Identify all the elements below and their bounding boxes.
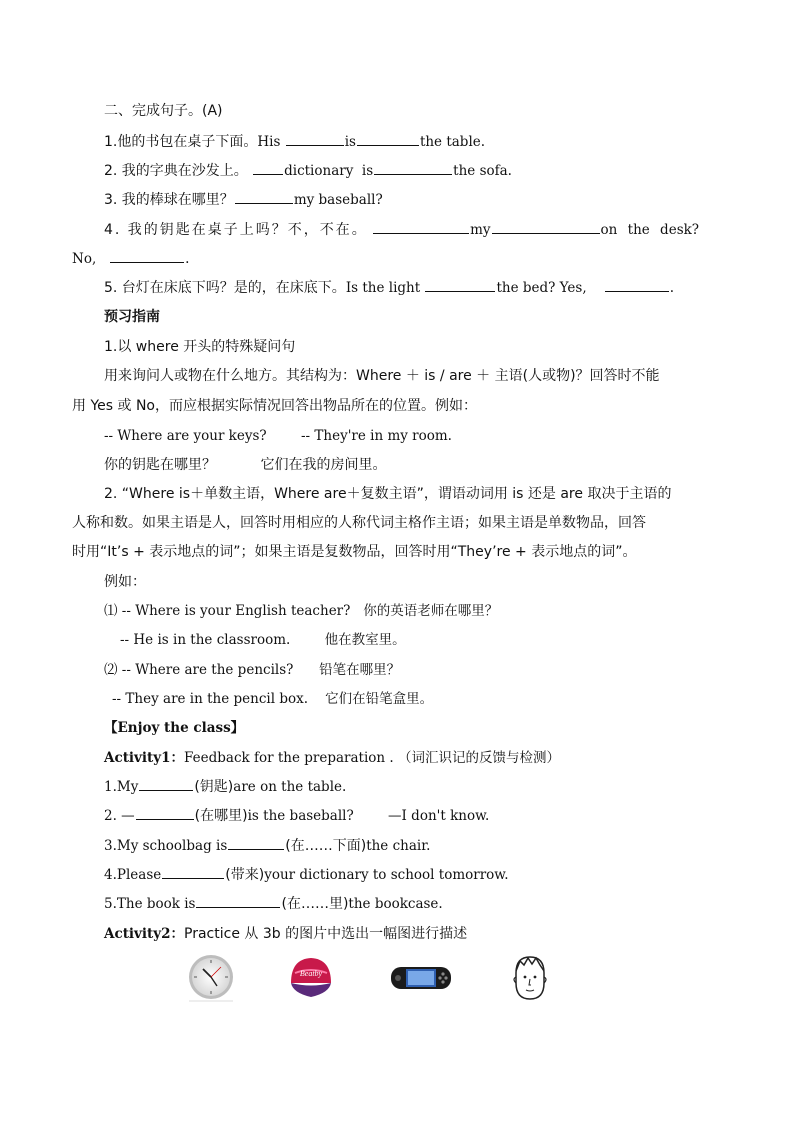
item-4-pre: 4.Please	[104, 867, 162, 883]
example-1-english: -- Where are your keys? -- They're in my room.	[104, 428, 452, 444]
item-4-hint: (带来)	[225, 867, 265, 883]
guide-point-1-line-1: 用来询问人或物在什么地方。其结构为：Where ＋ is / are ＋ 主语(人或物)？回答时不能	[104, 368, 660, 384]
guide-point-2-line-3: 时用“It’s + 表示地点的词”；如果主语是复数物品，回答时用“They’re + 表示地点的词”。	[72, 544, 637, 560]
q4-blank-3[interactable]	[110, 249, 184, 263]
vocab-item-2	[104, 806, 794, 826]
guide-point-2-line-2: 人称和数。如果主语是人，回答时用相应的人称代词主格作主语；如果主语是单数物品，回答	[72, 515, 646, 531]
example-3-question: ⑵ -- Where are the pencils? 铅笔在哪里？	[104, 662, 401, 678]
item-1-hint: (钥匙)	[194, 779, 234, 795]
guide-point-1-line-2: 用 Yes 或 No，而应根据实际情况回答出物品所在的位置。例如：	[72, 398, 477, 414]
q4-blank-2[interactable]	[492, 220, 600, 234]
item-1-post: are on the table.	[233, 779, 347, 795]
enjoy-class-heading: 【Enjoy the class】	[104, 720, 245, 736]
q1-blank-2[interactable]	[357, 132, 419, 146]
guide-heading: 预习指南	[104, 309, 160, 325]
q2-text-a: dictionary	[284, 163, 354, 179]
item-3-post: the chair.	[366, 838, 431, 854]
q2-chinese: 2. 我的字典在沙发上。	[104, 163, 248, 179]
vocab-item-5	[104, 894, 794, 914]
item-1-blank[interactable]	[139, 777, 193, 791]
q4-chinese: 4. 我的钥匙在桌子上吗？不，不在。	[104, 222, 368, 238]
q3-text-a: my baseball?	[293, 192, 383, 208]
vocab-item-4	[104, 865, 794, 885]
item-5-blank[interactable]	[196, 894, 280, 908]
q2-blank-2[interactable]	[374, 161, 452, 175]
example-label: 例如：	[104, 574, 146, 590]
q4-text-b: on the desk?	[600, 222, 700, 238]
question-4	[104, 220, 794, 240]
activity-1	[104, 748, 794, 768]
question-2	[104, 161, 794, 181]
item-2-hint: (在哪里)	[194, 808, 248, 824]
q5-text-a: Is the light	[345, 280, 421, 296]
q5-text-c: .	[669, 280, 675, 296]
item-2-post: is the baseball? —I don't know.	[247, 808, 490, 824]
example-2-question: ⑴ -- Where is your English teacher? 你的英语老师在哪里？	[104, 603, 499, 619]
game-console-image	[389, 953, 453, 1003]
section-heading: 二、完成句子。(A)	[104, 103, 223, 119]
item-2-pre: 2. —	[104, 808, 135, 824]
q1-chinese: 1.他的书包在桌子下面。	[104, 134, 258, 150]
vocab-item-1	[104, 777, 794, 797]
question-3	[104, 190, 794, 210]
boy-face-image	[502, 953, 558, 1003]
example-3-answer: -- They are in the pencil box. 它们在铅笔盒里。	[112, 691, 434, 707]
clock-image	[183, 953, 239, 1003]
q2-text-b: is	[361, 163, 374, 179]
q1-text-a: His	[257, 134, 281, 150]
q4-blank-1[interactable]	[373, 220, 469, 234]
item-3-pre: 3.My schoolbag is	[104, 838, 228, 854]
q1-blank-1[interactable]	[286, 132, 344, 146]
activity-1-label: Activity1：	[104, 750, 185, 766]
example-1-chinese: 你的钥匙在哪里？ 它们在我的房间里。	[104, 457, 387, 473]
q5-blank-2[interactable]	[605, 278, 669, 292]
item-3-blank[interactable]	[228, 836, 284, 850]
q5-text-b: the bed? Yes,	[496, 280, 587, 296]
q4-text-d: .	[185, 251, 190, 267]
q1-text-b: is	[344, 134, 356, 150]
item-5-pre: 5.The book is	[104, 896, 196, 912]
question-5	[104, 278, 794, 298]
vocab-item-3	[104, 836, 794, 856]
guide-point-1-title: 1.以 where 开头的特殊疑问句	[104, 339, 296, 355]
activity-2-label: Activity2：	[104, 926, 185, 942]
q5-chinese: 5. 台灯在床底下吗？是的，在床底下。	[104, 280, 346, 296]
item-3-hint: (在……下面)	[285, 838, 367, 854]
activity-2-text: Practice 从 3b 的图片中选出一幅图进行描述	[184, 926, 468, 942]
activity-1-text: Feedback for the preparation . （词汇识记的反馈与检测）	[184, 750, 560, 766]
q2-text-c: the sofa.	[453, 163, 512, 179]
cap-image	[283, 953, 339, 1003]
item-4-post: your dictionary to school tomorrow.	[264, 867, 509, 883]
q4-text-a: my	[470, 222, 491, 238]
q3-blank-1[interactable]	[235, 190, 293, 204]
q3-chinese: 3. 我的棒球在哪里？	[104, 192, 234, 208]
q4-text-c: No,	[72, 251, 97, 267]
item-4-blank[interactable]	[162, 865, 224, 879]
q1-text-c: the table.	[419, 134, 486, 150]
question-1	[104, 132, 794, 152]
item-2-blank[interactable]	[136, 806, 194, 820]
item-1-pre: 1.My	[104, 779, 139, 795]
activity-2	[104, 924, 794, 944]
guide-point-2-line-1: 2. “Where is＋单数主语，Where are＋复数主语”，谓语动词用 is 还是 are 取决于主语的	[104, 486, 672, 502]
q5-blank-1[interactable]	[425, 278, 495, 292]
item-5-hint: (在……里)	[281, 896, 349, 912]
example-2-answer: -- He is in the classroom. 他在教室里。	[120, 632, 406, 648]
item-5-post: the bookcase.	[348, 896, 443, 912]
q2-blank-1[interactable]	[253, 161, 283, 175]
cap-brand-text: Beatby	[299, 969, 323, 978]
question-4-cont	[72, 249, 794, 269]
